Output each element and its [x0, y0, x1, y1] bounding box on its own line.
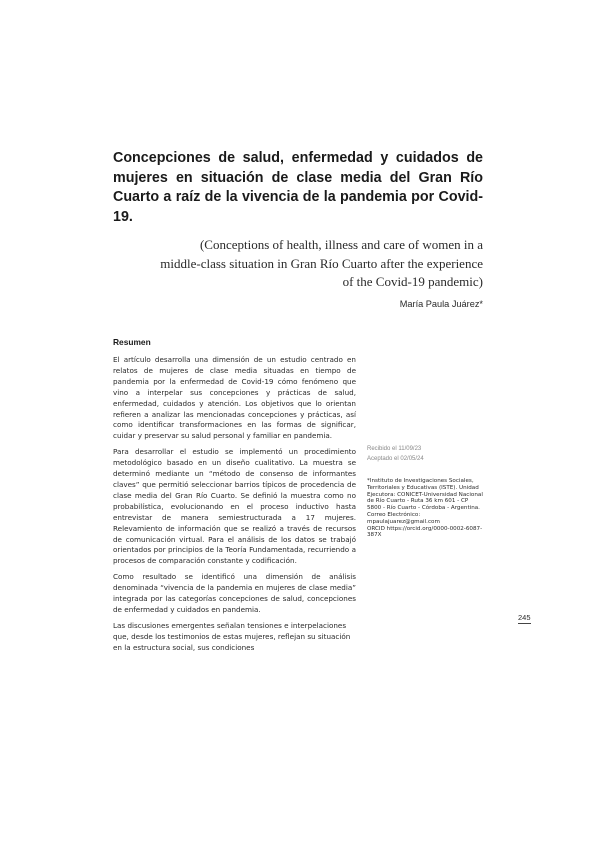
author-affiliation	[367, 478, 483, 539]
abstract-paragraph: Como resultado se identificó una dimensión de análisis denominada “vivencia de la pandemia en mujeres de clase media” integrada por las categorías concepciones de salud, concepciones de enfermedad y cuidados en pandemia.	[113, 572, 356, 614]
affiliation-institution: *Instituto de Investigaciones Sociales, Territoriales y Educativas (ISTE). Unidad Ejecutora: CONICET-Universidad Nacional de Río Cuarto - Ruta 36 km 601 - CP 5800 - Río Cuarto - Córdoba - Argentina.	[367, 478, 483, 512]
affiliation-email-label: Correo Electrónico:	[367, 511, 421, 518]
submission-dates	[367, 445, 424, 464]
abstract-body	[113, 355, 356, 659]
received-date: Recibido el 11/09/23	[367, 446, 422, 452]
affiliation-email: mpaulajuarez@gmail.com	[367, 518, 440, 525]
abstract-paragraph: Las discusiones emergentes señalan tensiones e interpelaciones que, desde los testimonios de estas mujeres, reflejan su situación en la estructura social, sus condiciones	[113, 620, 351, 652]
accepted-date: Aceptado el 02/05/24	[367, 455, 424, 462]
author-name: María Paula Juárez*	[399, 299, 483, 309]
abstract-paragraph: Para desarrollar el estudio se implementó un procedimiento metodológico basado en un diseño cualitativo. La muestra se determinó mediante un “método de consenso de informantes claves” que permitió seleccionar barrios típicos de procedencia de clase media del Gran Río Cuarto. Se definió la muestra como no probabilística, evolucionando en el proceso inductivo hasta entrevistar de manera semiestructurada a 17 mujeres. Relevamiento de información que se realizó a través de recursos de comunicación virtual. Para el análisis de los datos se trabajó orientados por principios de la Teoría Fundamentada, recurriendo a procesos de comparación constante y codificación.	[113, 447, 356, 566]
article-title: Concepciones de salud, enfermedad y cuidados de mujeres en situación de clase media del Gran Río Cuarto a raíz de la vivencia de la pandemia por Covid-19.	[113, 150, 483, 225]
article-subtitle-english: (Conceptions of health, illness and care of women in a middle-class situation in Gran Río Cuarto after the experience of the Covid-19 pandemic)	[160, 237, 483, 289]
page-number: 245	[518, 613, 531, 622]
affiliation-orcid: ORCID https://orcid.org/0000-0002-6087-387X	[367, 525, 483, 539]
abstract-paragraph: El artículo desarrolla una dimensión de un estudio centrado en relatos de mujeres de clase media situadas en tiempo de pandemia por la enfermedad de Covid-19 cómo fenómeno que vino a interpelar sus concepciones y prácticas de salud, enfermedad, cuidados y atención. Los objetivos que lo orientan refieren a analizar las mencionadas concepciones y prácticas, así como identificar transformaciones en las formas de significar, cuidar y preservar su salud personal y familiar en pandemia.	[113, 355, 356, 441]
abstract-heading: Resumen	[113, 337, 151, 347]
